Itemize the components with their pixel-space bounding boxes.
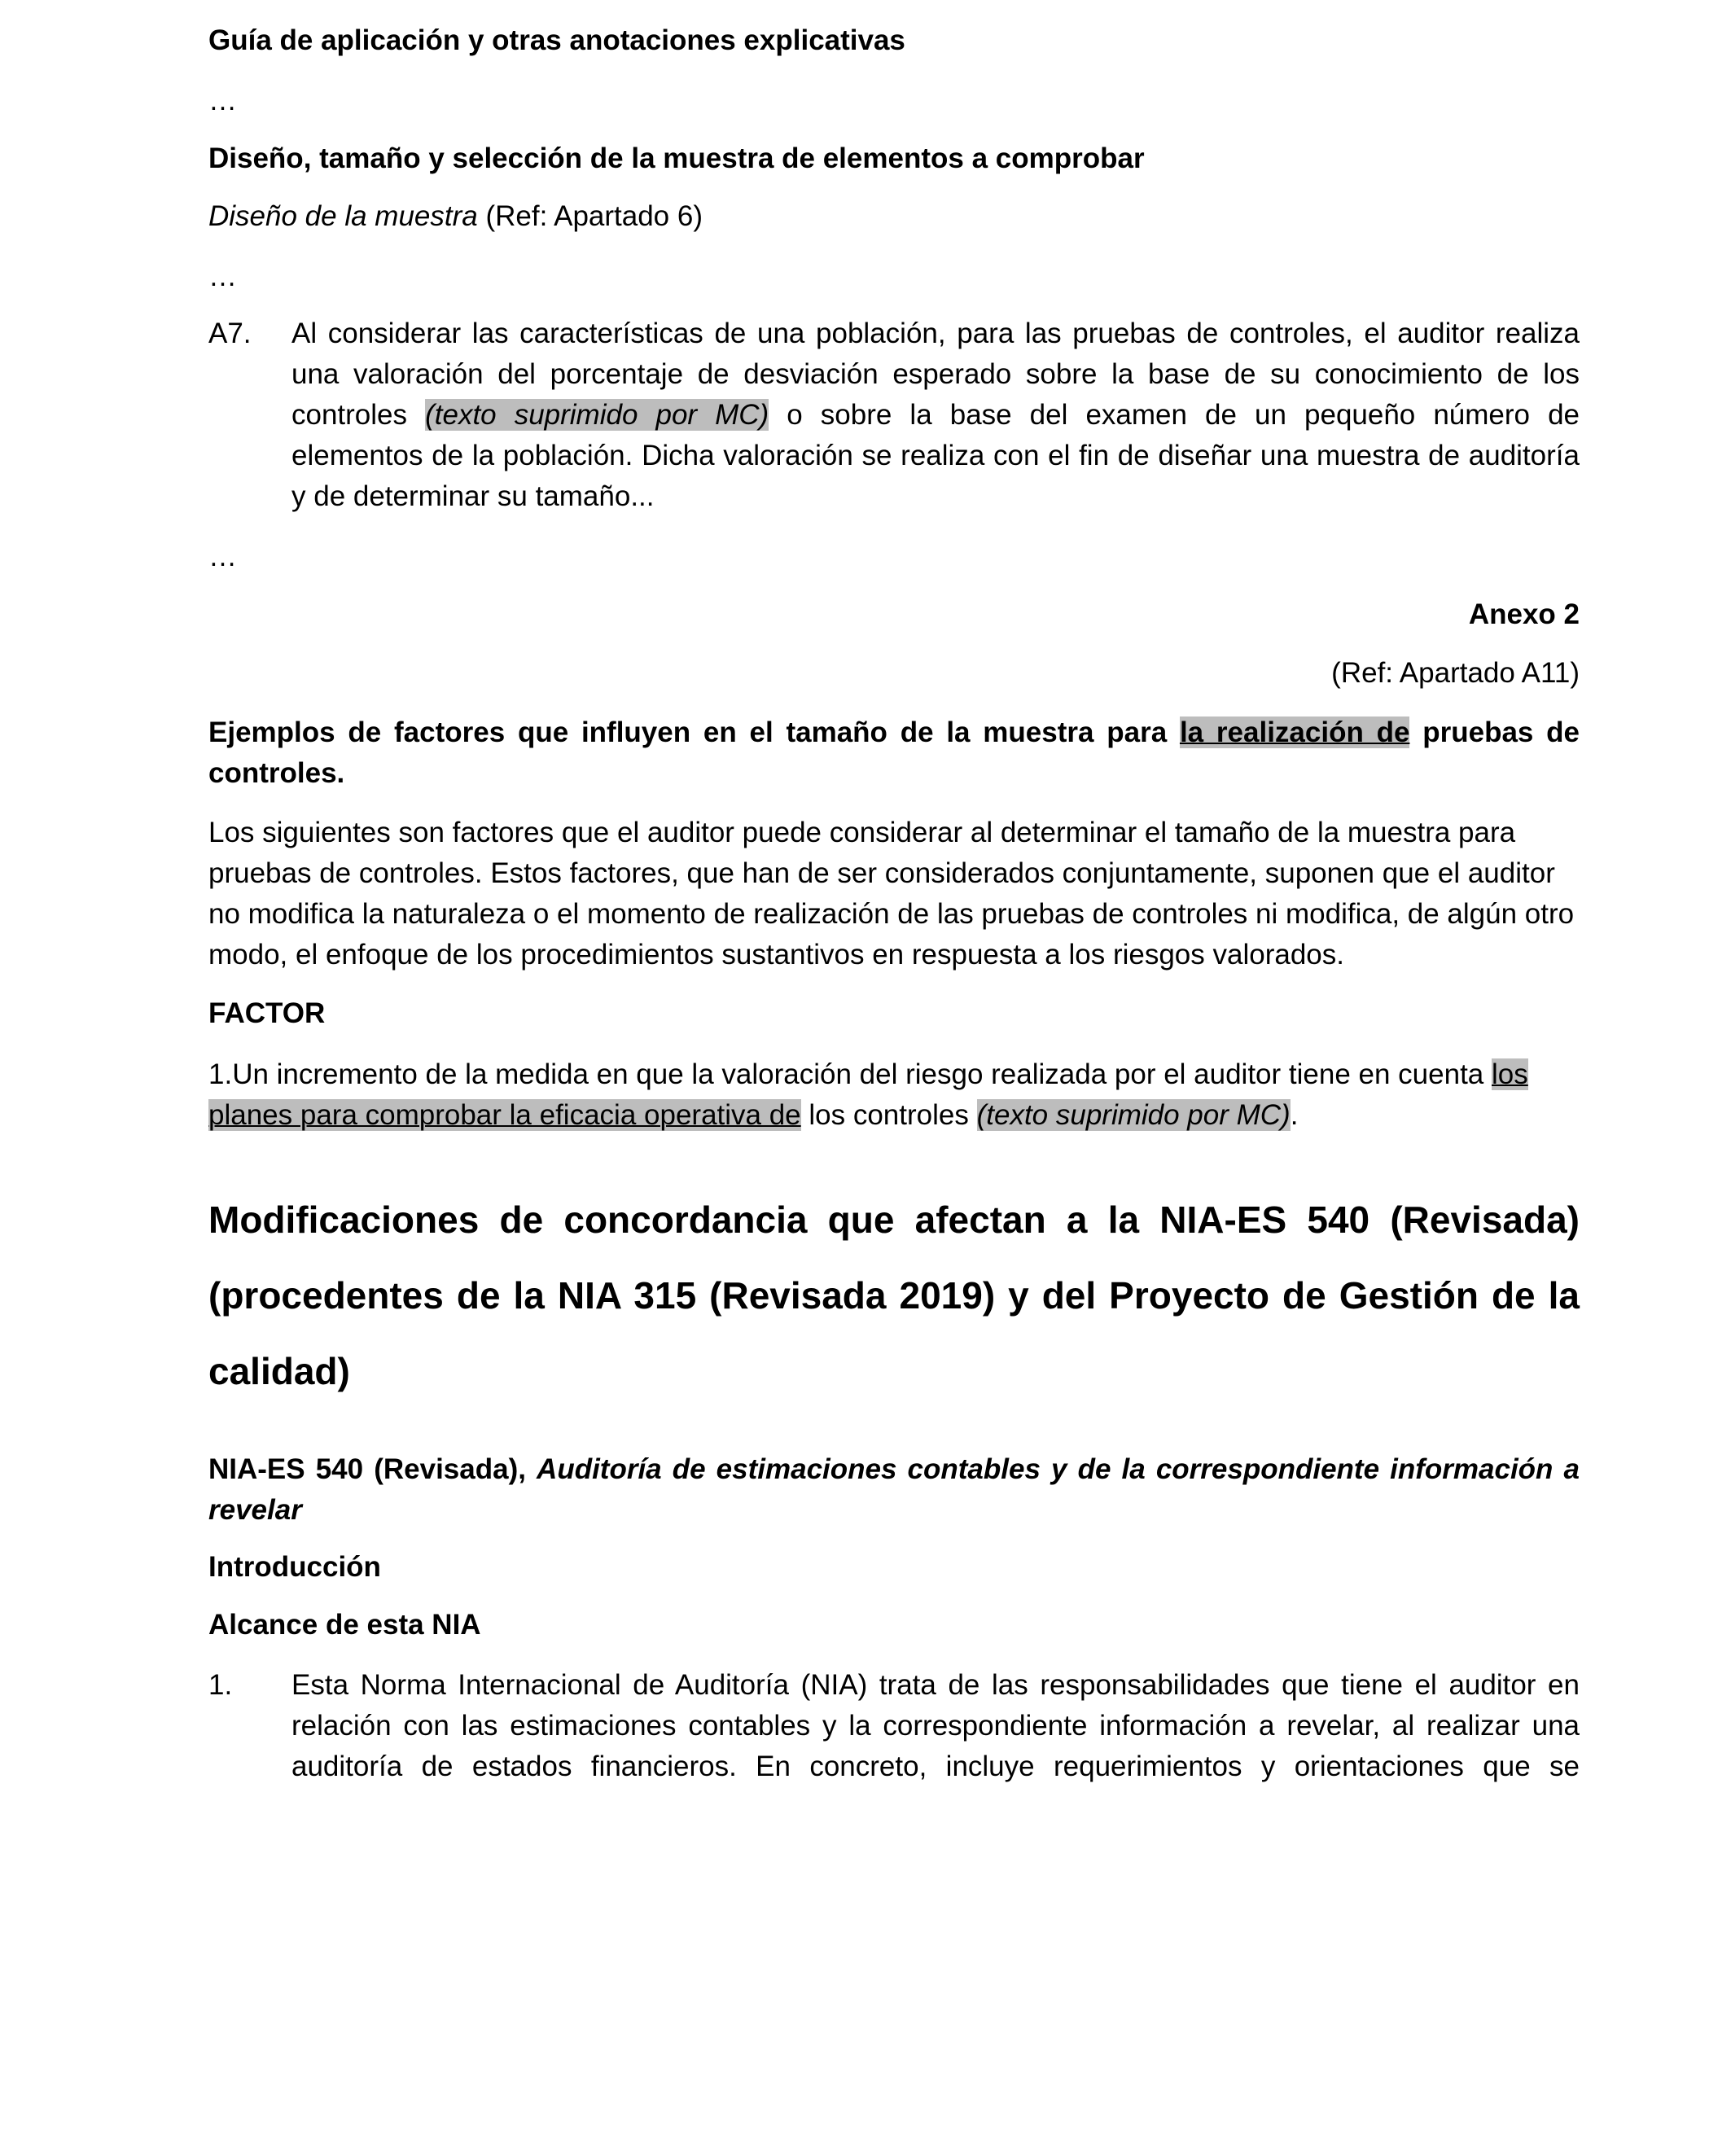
factor-text-end: . bbox=[1290, 1099, 1299, 1131]
annex-heading-pre: Ejemplos de factores que influyen en el tamaño de la muestra para bbox=[208, 716, 1180, 748]
amendments-heading: Modificaciones de concordancia que afectan a la NIA-ES 540 (Revisada) (procedentes de la NIA 315 (Revisada 2019) y del Proyecto de Gestión de la calidad) bbox=[208, 1199, 1580, 1392]
annex-heading-line-2: controles. bbox=[208, 757, 345, 789]
highlighted-insertion: los planes para comprobar la eficacia operativa de bbox=[208, 1058, 1528, 1131]
paragraph-label-a7: A7. bbox=[208, 318, 252, 349]
ellipsis: … bbox=[208, 85, 237, 116]
a7-line-4: elementos de la población. Dicha valoración se realiza con el fin de diseñar una muestra de auditoría bbox=[291, 440, 1580, 471]
factor-item-1 bbox=[208, 1054, 1580, 1136]
a7-line-3 bbox=[291, 395, 1580, 436]
a7-line-3-pre: controles bbox=[291, 399, 426, 431]
annex-heading-post: pruebas de bbox=[1409, 716, 1580, 748]
design-reference-line bbox=[208, 196, 703, 237]
ellipsis: … bbox=[208, 541, 237, 572]
factor-text-mid: los controles bbox=[800, 1099, 977, 1131]
design-ref: (Ref: Apartado 6) bbox=[477, 200, 703, 232]
annex-title: Anexo 2 bbox=[1468, 598, 1580, 630]
ellipsis: … bbox=[208, 261, 237, 292]
nia-title-paragraph bbox=[208, 1449, 1580, 1531]
factor-label: FACTOR bbox=[208, 997, 326, 1029]
a7-line-2: una valoración del porcentaje de desviación esperado sobre la base de su conocimiento de los bbox=[291, 358, 1580, 390]
highlighted-insertion: la realización de bbox=[1179, 716, 1410, 748]
design-italic-label: Diseño de la muestra bbox=[208, 200, 478, 232]
factor-text-pre: 1.Un incremento de la medida en que la valoración del riesgo realizada por el auditor tiene en cuenta bbox=[208, 1058, 1492, 1090]
scope-heading: Alcance de esta NIA bbox=[208, 1609, 481, 1641]
introduction-heading: Introducción bbox=[208, 1551, 381, 1583]
p1-line-3: auditoría de estados financieros. En concreto, incluye requerimientos y orientaciones que se bbox=[291, 1751, 1580, 1782]
suppressed-text-marker: (texto suprimido por MC) bbox=[976, 1099, 1291, 1131]
section-title: Guía de aplicación y otras anotaciones explicativas bbox=[208, 24, 905, 56]
nia-title-italic: Auditoría de estimaciones contables y de la correspondiente información a revelar bbox=[208, 1453, 1580, 1526]
section-subtitle: Diseño, tamaño y selección de la muestra de elementos a comprobar bbox=[208, 142, 1145, 174]
a7-line-3-post: o sobre la base del examen de un pequeño número de bbox=[769, 399, 1580, 431]
annex-body-paragraph: Los siguientes son factores que el auditor puede considerar al determinar el tamaño de la muestra para pruebas de controles. Estos factores, que han de ser considerados conjuntamente, suponen que el auditor no modifica la naturaleza o el momento de realización de las pruebas de controles ni modifica, de algún otro modo, el enfoque de los procedimientos sustantivos en respuesta a los riesgos valorados. bbox=[208, 817, 1575, 971]
paragraph-label-1: 1. bbox=[208, 1669, 233, 1701]
p1-line-1: Esta Norma Internacional de Auditoría (NIA) trata de las responsabilidades que tiene el auditor en bbox=[291, 1669, 1580, 1701]
p1-line-2: relación con las estimaciones contables y la correspondiente información a revelar, al realizar una bbox=[291, 1710, 1580, 1742]
suppressed-text-marker: (texto suprimido por MC) bbox=[425, 399, 769, 431]
a7-line-1: Al considerar las características de una población, para las pruebas de controles, el auditor realiza bbox=[291, 318, 1580, 349]
annex-heading-line-1 bbox=[208, 712, 1580, 753]
nia-title-bold: NIA-ES 540 (Revisada), bbox=[208, 1453, 537, 1485]
a7-line-5: y de determinar su tamaño... bbox=[291, 480, 655, 512]
annex-ref: (Ref: Apartado A11) bbox=[1331, 657, 1580, 689]
